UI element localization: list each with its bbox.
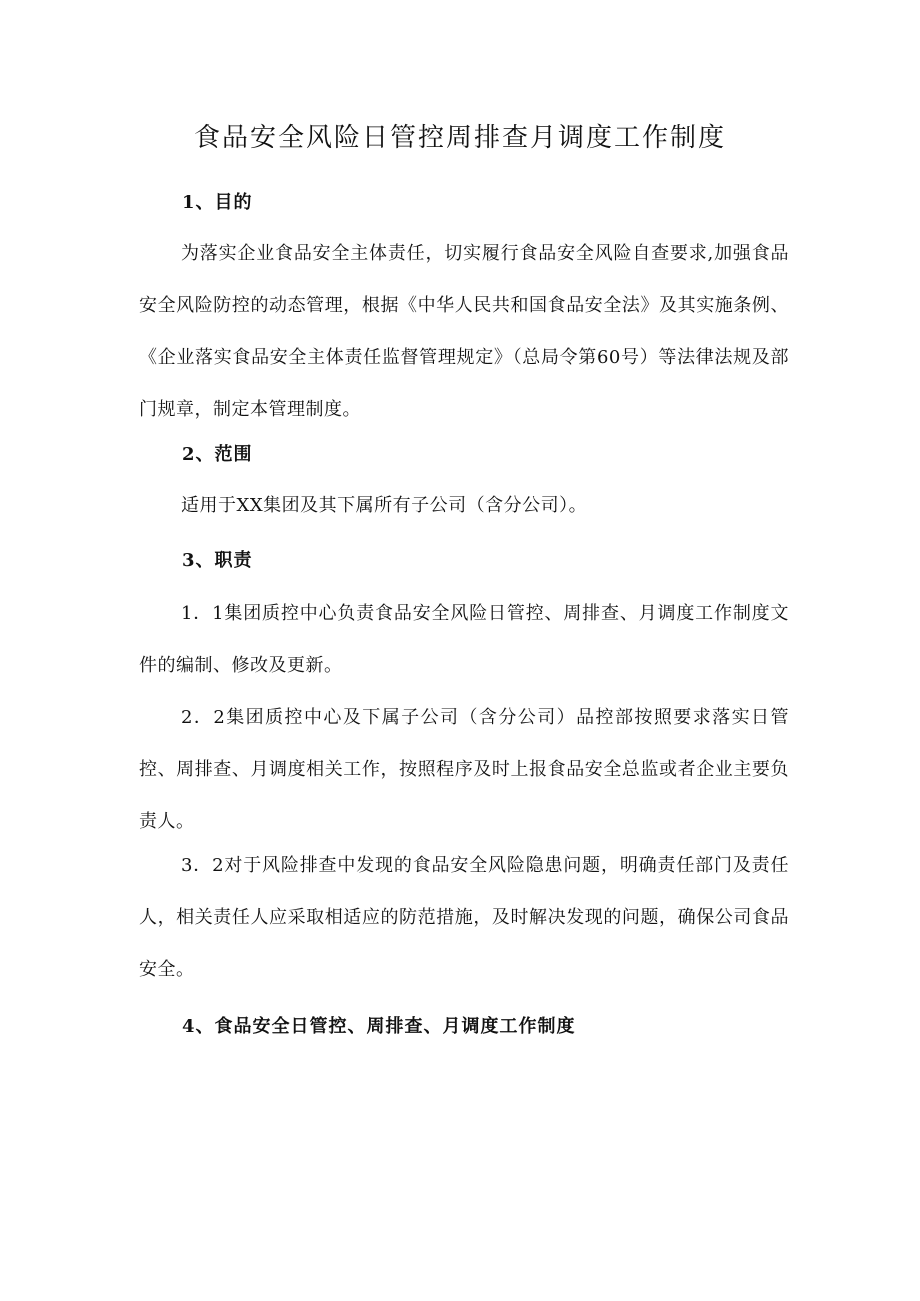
document-title: 食品安全风险日管控周排查月调度工作制度	[193, 123, 726, 153]
section-heading-responsibilities: 3、职责	[182, 550, 253, 571]
paragraph-responsibility-2: 2．2集团质控中心及下属子公司（含分公司）品控部按照要求落实日管控、周排查、月调度相关工作，按照程序及时上报食品安全总监或者企业主要负责人。	[139, 707, 789, 832]
paragraph-responsibility-3: 3．2对于风险排查中发现的食品安全风险隐患问题，明确责任部门及责任人，相关责任人应采取相适应的防范措施，及时解决发现的问题，确保公司食品安全。	[139, 855, 789, 980]
paragraph-responsibility-1: 1．1集团质控中心负责食品安全风险日管控、周排查、月调度工作制度文件的编制、修改及更新。	[139, 603, 789, 676]
section-heading-work-system: 4、食品安全日管控、周排查、月调度工作制度	[182, 1016, 576, 1037]
paragraph-purpose: 为落实企业食品安全主体责任，切实履行食品安全风险自查要求,加强食品安全风险防控的动态管理，根据《中华人民共和国食品安全法》及其实施条例、《企业落实食品安全主体责任监督管理规定》（总局令第60号）等法律法规及部门规章，制定本管理制度。	[139, 243, 789, 420]
section-heading-purpose: 1、目的	[182, 192, 253, 213]
section-heading-scope: 2、范围	[182, 444, 253, 465]
paragraph-scope: 适用于XX集团及其下属所有子公司（含分公司）。	[181, 495, 588, 516]
